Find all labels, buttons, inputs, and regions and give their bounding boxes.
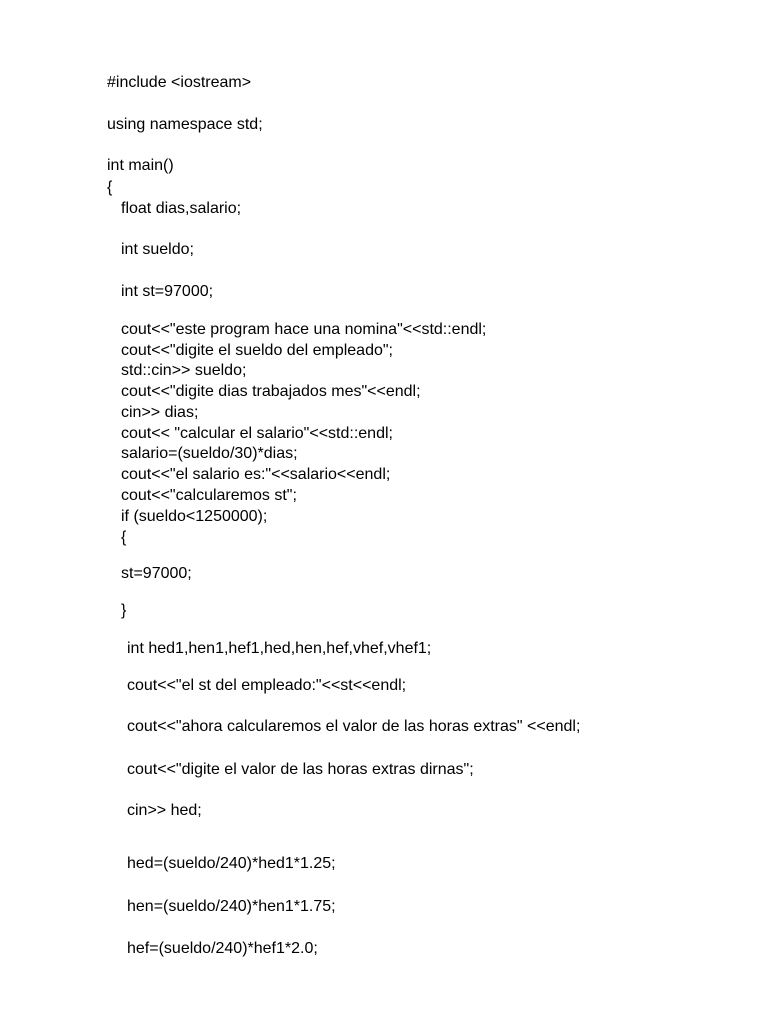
code-line-cout-salario: cout<<"el salario es:"<<salario<<endl; [121,466,391,483]
code-line-cin-dias: cin>> dias; [121,404,199,421]
code-line-open-brace: { [107,179,113,196]
code-line-cout-sueldo: cout<<"digite el sueldo del empleado"; [121,342,393,359]
code-line-main-signature: int main() [107,157,174,174]
code-line-using-namespace: using namespace std; [107,116,263,133]
code-line-if-sueldo: if (sueldo<1250000); [121,508,268,525]
code-line-cin-hed: cin>> hed; [127,802,202,819]
code-line-cout-calcular: cout<< "calcular el salario"<<std::endl; [121,425,393,442]
code-line-cin-sueldo: std::cin>> sueldo; [121,362,247,379]
code-line-salario-formula: salario=(sueldo/30)*dias; [121,445,298,462]
code-line-float-decl: float dias,salario; [121,200,242,217]
code-line-cout-dias: cout<<"digite dias trabajados mes"<<endl; [121,383,421,400]
code-line-cout-nomina: cout<<"este program hace una nomina"<<std::endl; [121,321,487,338]
code-line-cout-horas-extras: cout<<"ahora calcularemos el valor de las horas extras" <<endl; [127,718,581,735]
code-line-cout-st-empleado: cout<<"el st del empleado:"<<st<<endl; [127,677,407,694]
code-line-cout-digite-horas: cout<<"digite el valor de las horas extras dirnas"; [127,761,474,778]
code-line-int-hed: int hed1,hen1,hef1,hed,hen,hef,vhef,vhef1; [127,640,432,657]
code-line-include: #include <iostream> [107,74,252,91]
code-line-cout-st: cout<<"calcularemos st"; [121,487,297,504]
code-line-hed-formula: hed=(sueldo/240)*hed1*1.25; [127,855,336,872]
code-line-if-open-brace: { [121,529,127,546]
code-line-hef-formula: hef=(sueldo/240)*hef1*2.0; [127,940,318,957]
code-line-int-sueldo: int sueldo; [121,241,194,258]
code-line-if-close-brace: } [121,602,127,619]
code-line-st-assign: st=97000; [121,565,192,582]
code-line-hen-formula: hen=(sueldo/240)*hen1*1.75; [127,898,336,915]
code-line-int-st: int st=97000; [121,283,214,300]
